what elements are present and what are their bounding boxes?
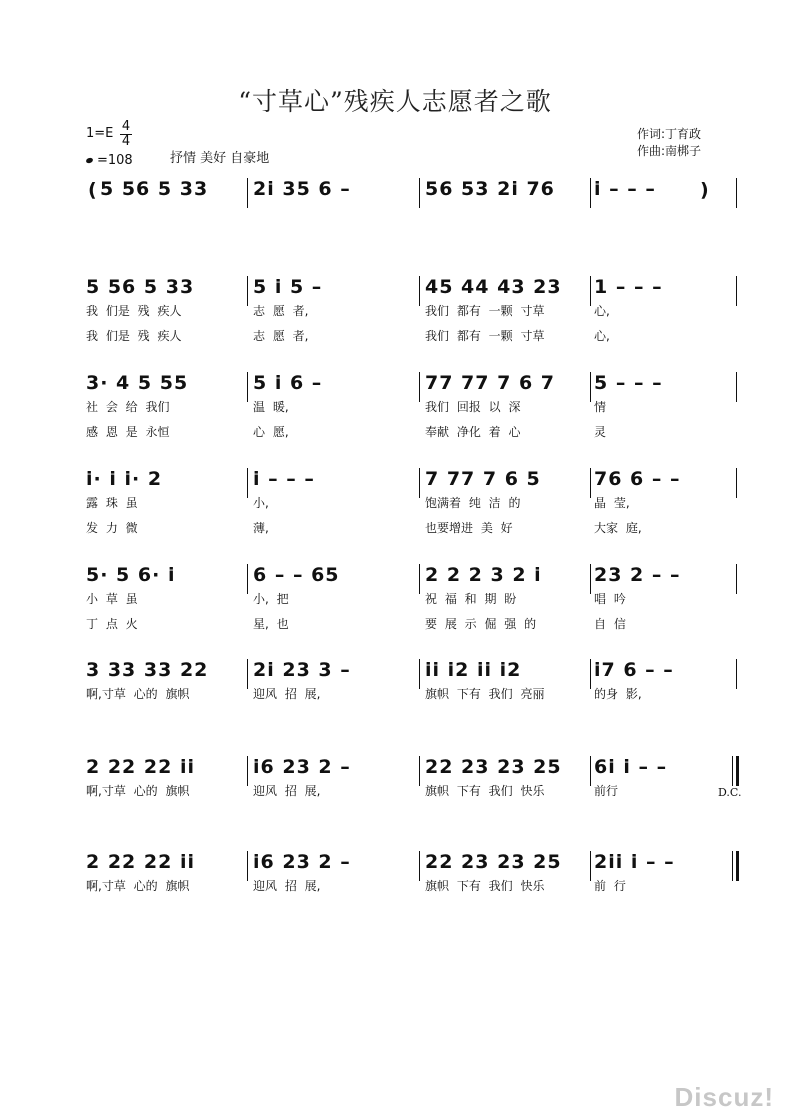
measure-notes: ii i2 ii i2 xyxy=(425,659,522,681)
tempo-marking xyxy=(86,153,133,168)
time-denominator: 4 xyxy=(121,134,131,149)
barline xyxy=(247,178,248,208)
barline xyxy=(590,659,591,689)
barline xyxy=(247,851,248,881)
barline xyxy=(419,659,420,689)
barline xyxy=(590,564,591,594)
barline xyxy=(419,372,420,402)
lyric-verse-1: 迎风 招 展, xyxy=(253,879,321,893)
measure-notes: 2 22 22 ii xyxy=(86,756,195,778)
measure-notes: 77 77 7 6 7 xyxy=(425,372,556,394)
lyric-verse-1: 祝 福 和 期 盼 xyxy=(425,592,517,606)
lyric-verse-1: 迎风 招 展, xyxy=(253,784,321,798)
key-signature: 1=E xyxy=(86,126,114,141)
end-barline xyxy=(732,756,733,786)
barline xyxy=(419,468,420,498)
lyric-verse-1: 志 愿 者, xyxy=(253,304,309,318)
lyric-verse-1: 旗帜 下有 我们 快乐 xyxy=(425,879,545,893)
measure-notes: i6 23 2 – xyxy=(253,756,351,778)
barline xyxy=(247,468,248,498)
barline xyxy=(590,276,591,306)
barline xyxy=(247,276,248,306)
da-capo-marking: D.C. xyxy=(718,786,742,799)
measure-notes: 5 i 6 – xyxy=(253,372,323,394)
measure-notes: 76 6 – – xyxy=(594,468,681,490)
lyric-verse-1: 我们 回报 以 深 xyxy=(425,400,521,414)
lyric-verse-2: 心 愿, xyxy=(253,425,289,439)
barline xyxy=(247,564,248,594)
measure-notes: 5· 5 6· i xyxy=(86,564,176,586)
barline xyxy=(590,851,591,881)
lyric-verse-1: 我 们是 残 疾人 xyxy=(86,304,182,318)
lyric-verse-1: 旗帜 下有 我们 快乐 xyxy=(425,784,545,798)
lyric-verse-1: 温 暖, xyxy=(253,400,289,414)
measure-notes: 5 56 5 33 xyxy=(100,178,209,200)
lyric-verse-2: 星, 也 xyxy=(253,617,289,631)
lyric-verse-2: 发 力 微 xyxy=(86,521,138,535)
lyric-verse-2: 要 展 示 倔 强 的 xyxy=(425,617,537,631)
barline xyxy=(590,372,591,402)
lyric-verse-1: 社 会 给 我们 xyxy=(86,400,170,414)
time-signature xyxy=(120,120,132,149)
lyric-verse-2: 灵 xyxy=(594,425,607,439)
song-title: “寸草心”残疾人志愿者之歌 xyxy=(238,87,552,116)
end-barline xyxy=(736,372,737,402)
measure-notes: 6i i – – xyxy=(594,756,668,778)
lyric-verse-1: 的身 影, xyxy=(594,687,642,701)
measure-notes: 5 i 5 – xyxy=(253,276,323,298)
lyric-verse-1: 啊,寸草 心的 旗帜 xyxy=(86,687,190,701)
lyric-verse-1: 小, xyxy=(253,496,269,510)
lyric-verse-1: 迎风 招 展, xyxy=(253,687,321,701)
lyric-verse-2: 大家 庭, xyxy=(594,521,642,535)
lyric-verse-2: 也要增进 美 好 xyxy=(425,521,513,535)
lyric-verse-2: 我 们是 残 疾人 xyxy=(86,329,182,343)
end-barline xyxy=(736,178,737,208)
lyricist: 作词:丁育政 xyxy=(637,127,702,141)
lyric-verse-2: 心, xyxy=(594,329,610,343)
measure-notes: 3 33 33 22 xyxy=(86,659,209,681)
measure-notes: i – – – xyxy=(594,178,656,200)
barline xyxy=(419,756,420,786)
lyric-verse-1: 饱满着 纯 洁 的 xyxy=(425,496,521,510)
measure-notes: 45 44 43 23 xyxy=(425,276,562,298)
lyric-verse-1: 我们 都有 一颗 寸草 xyxy=(425,304,545,318)
measure-notes: 2i 23 3 – xyxy=(253,659,351,681)
quarter-note-icon xyxy=(85,157,93,164)
composer: 作曲:南梆子 xyxy=(637,144,702,158)
barline xyxy=(590,178,591,208)
measure-notes: 22 23 23 25 xyxy=(425,756,562,778)
end-barline xyxy=(736,468,737,498)
barline xyxy=(419,178,420,208)
lyric-verse-1: 露 珠 虽 xyxy=(86,496,138,510)
barline xyxy=(247,659,248,689)
lyric-verse-1: 旗帜 下有 我们 亮丽 xyxy=(425,687,545,701)
end-barline xyxy=(736,276,737,306)
time-numerator: 4 xyxy=(121,119,131,134)
watermark-logo: Discuz! xyxy=(674,1082,774,1112)
expression-marking: 抒情 美好 自豪地 xyxy=(170,151,270,166)
final-barline xyxy=(736,756,739,786)
final-barline xyxy=(736,851,739,881)
measure-notes: 2 22 22 ii xyxy=(86,851,195,873)
lyric-verse-1: 前行 xyxy=(594,784,619,798)
barline xyxy=(419,276,420,306)
lyric-verse-2: 我们 都有 一颗 寸草 xyxy=(425,329,545,343)
measure-notes: 1 – – – xyxy=(594,276,663,298)
lyric-verse-1: 小, 把 xyxy=(253,592,289,606)
lyric-verse-2: 丁 点 火 xyxy=(86,617,138,631)
repeat-close-paren: ) xyxy=(700,179,709,201)
lyric-verse-2: 感 恩 是 永恒 xyxy=(86,425,170,439)
barline xyxy=(590,756,591,786)
lyric-verse-1: 晶 莹, xyxy=(594,496,630,510)
tempo-value: =108 xyxy=(97,153,133,168)
credits xyxy=(637,126,701,160)
lyric-verse-2: 奉献 净化 着 心 xyxy=(425,425,521,439)
measure-notes: i – – – xyxy=(253,468,315,490)
barline xyxy=(419,564,420,594)
measure-notes: 6 – – 65 xyxy=(253,564,340,586)
lyric-verse-1: 啊,寸草 心的 旗帜 xyxy=(86,879,190,893)
measure-notes: 7 77 7 6 5 xyxy=(425,468,541,490)
lyric-verse-1: 情 xyxy=(594,400,607,414)
lyric-verse-2: 自 信 xyxy=(594,617,626,631)
end-barline xyxy=(736,564,737,594)
lyric-verse-2: 志 愿 者, xyxy=(253,329,309,343)
barline xyxy=(590,468,591,498)
measure-notes: 22 23 23 25 xyxy=(425,851,562,873)
barline xyxy=(419,851,420,881)
barline xyxy=(247,756,248,786)
barline xyxy=(247,372,248,402)
lyric-verse-1: 小 草 虽 xyxy=(86,592,138,606)
measure-notes: 3· 4 5 55 xyxy=(86,372,189,394)
measure-notes: 2ii i – – xyxy=(594,851,675,873)
measure-notes: i7 6 – – xyxy=(594,659,674,681)
measure-notes: 2 2 2 3 2 i xyxy=(425,564,542,586)
measure-notes: 23 2 – – xyxy=(594,564,681,586)
measure-notes: 5 56 5 33 xyxy=(86,276,195,298)
lyric-verse-2: 薄, xyxy=(253,521,269,535)
measure-notes: i6 23 2 – xyxy=(253,851,351,873)
lyric-verse-1: 心, xyxy=(594,304,610,318)
measure-notes: 2i 35 6 – xyxy=(253,178,351,200)
measure-notes: i· i i· 2 xyxy=(86,468,163,490)
end-barline xyxy=(732,851,733,881)
measure-notes: 56 53 2i 76 xyxy=(425,178,555,200)
repeat-open-paren: ( xyxy=(88,179,97,201)
end-barline xyxy=(736,659,737,689)
lyric-verse-1: 唱 吟 xyxy=(594,592,626,606)
measure-notes: 5 – – – xyxy=(594,372,663,394)
lyric-verse-1: 啊,寸草 心的 旗帜 xyxy=(86,784,190,798)
lyric-verse-1: 前 行 xyxy=(594,879,626,893)
